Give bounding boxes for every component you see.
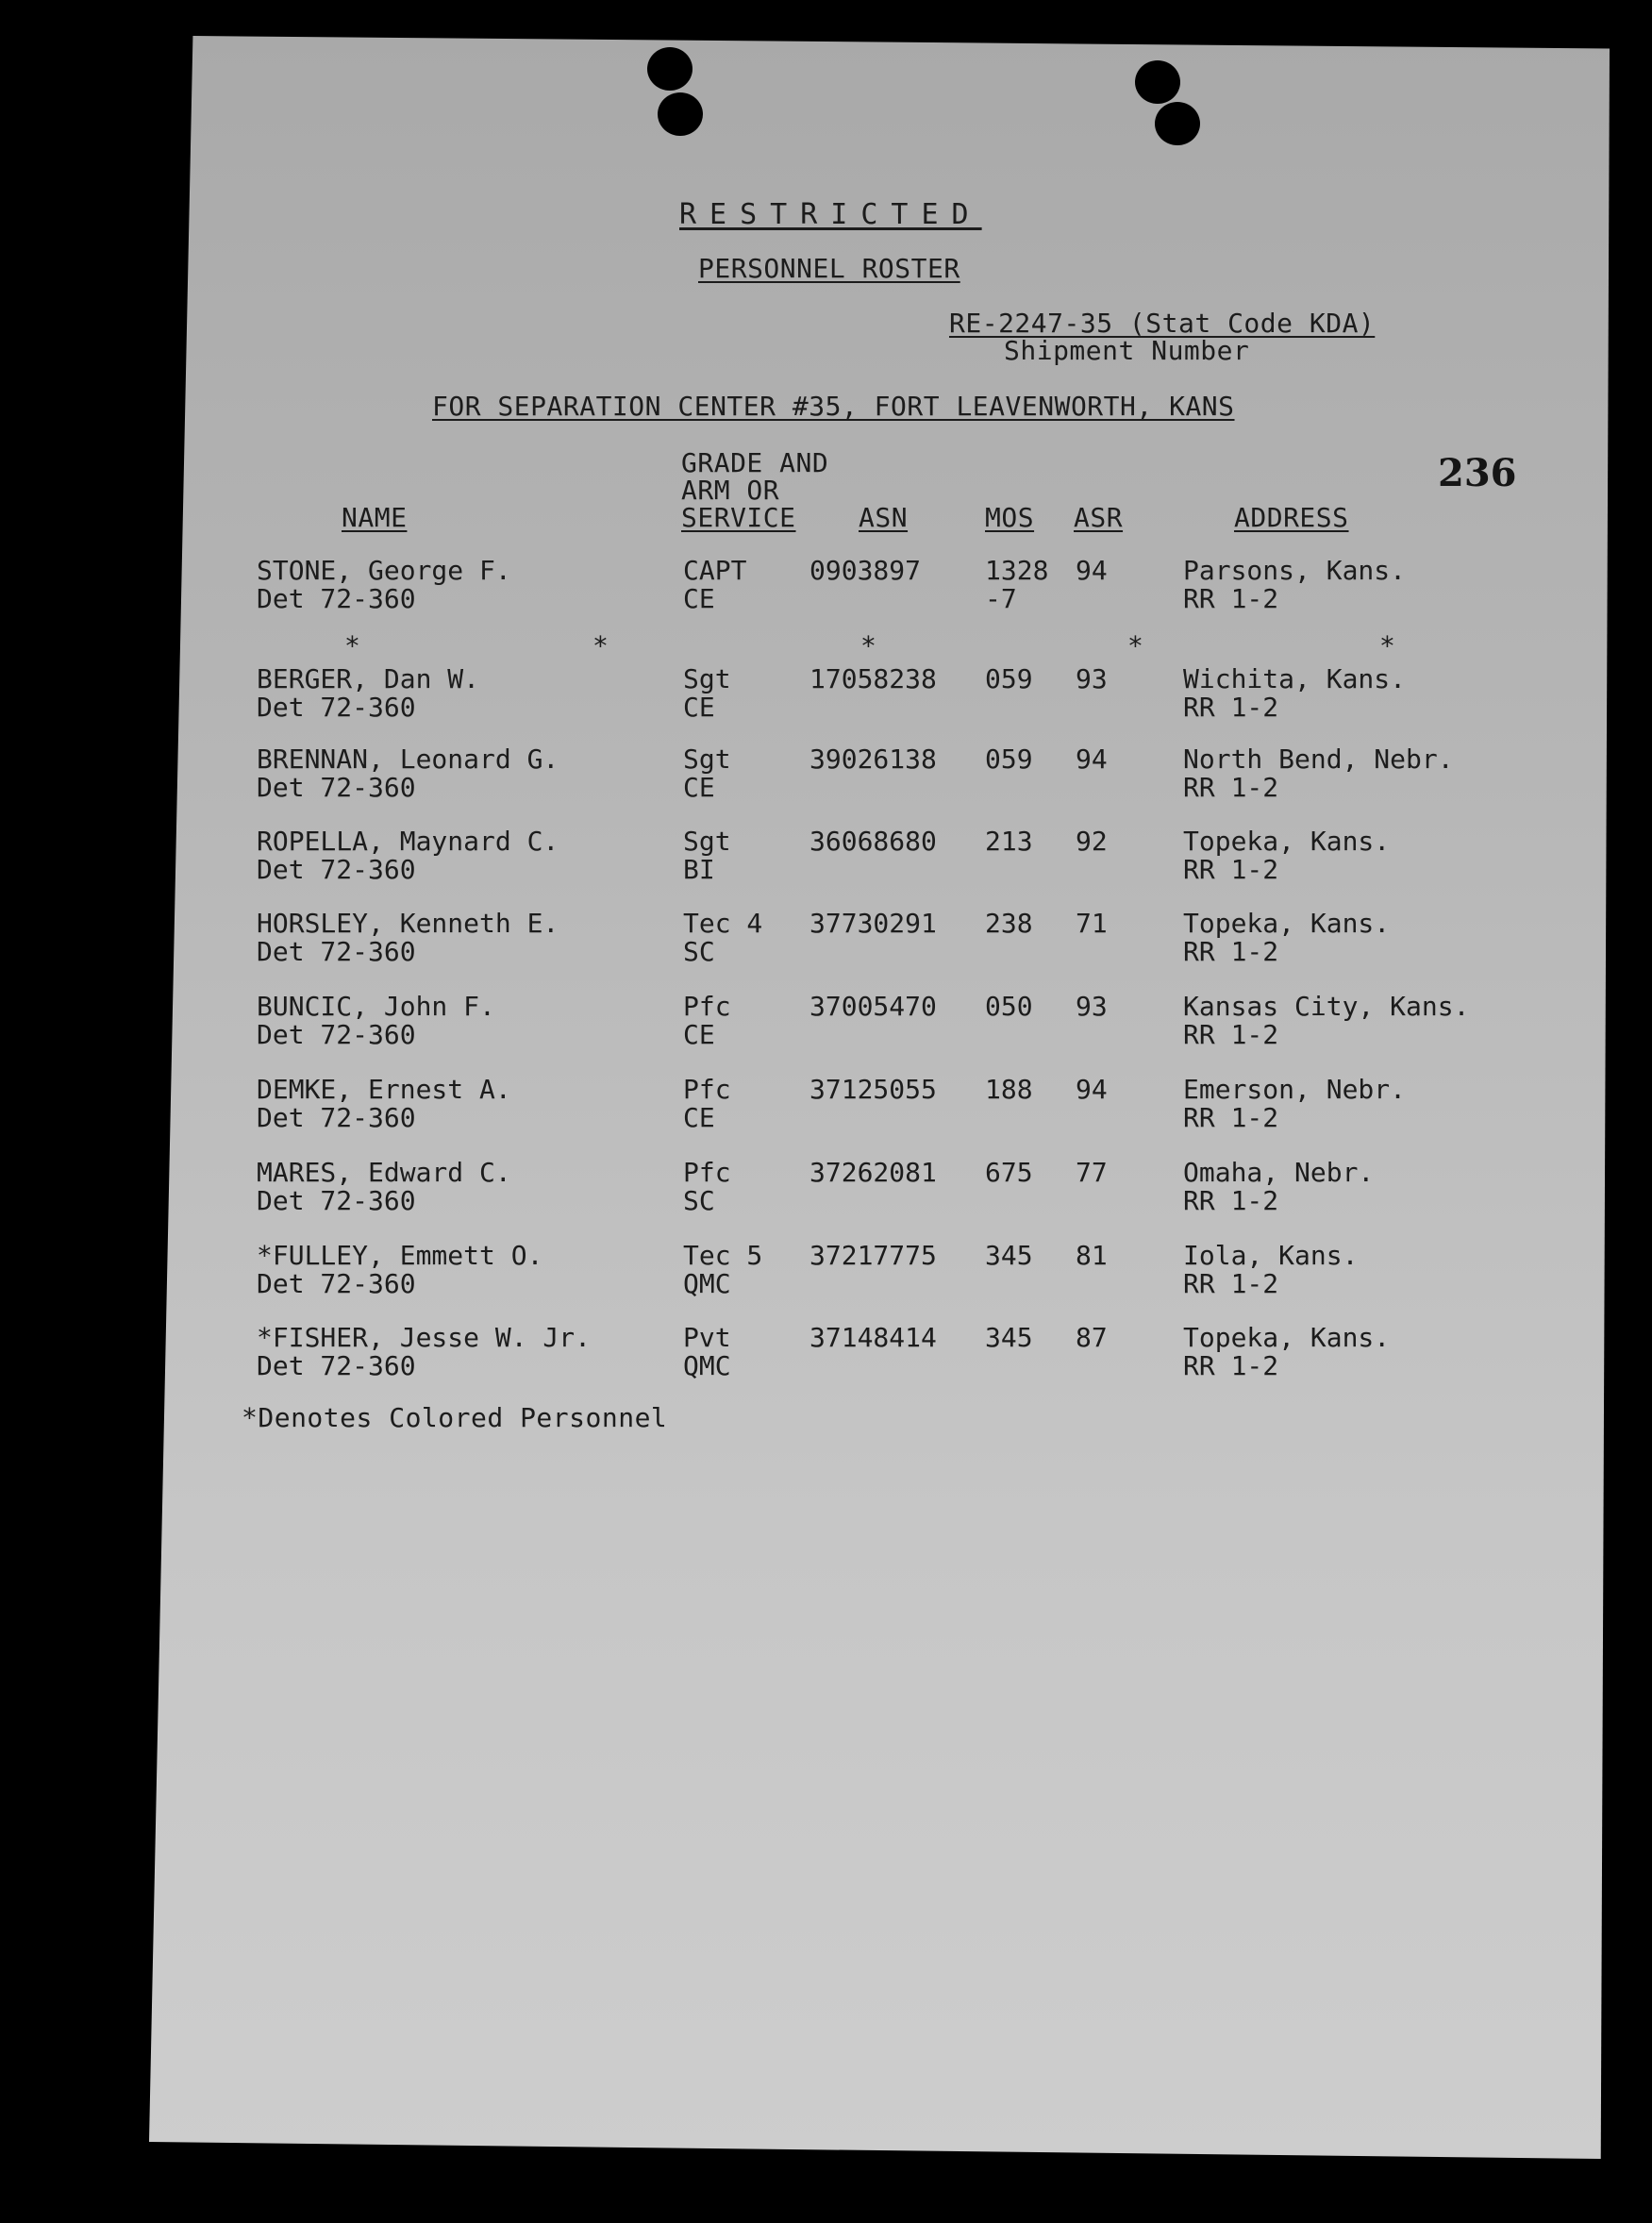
row-address-line2: RR 1-2: [1183, 1019, 1279, 1050]
row-asr: 71: [1076, 908, 1108, 939]
row-name: ROPELLA, Maynard C.: [257, 826, 559, 857]
row-address-line2: RR 1-2: [1183, 1268, 1279, 1299]
row-mos: 050: [985, 991, 1033, 1022]
row-asr: 94: [1076, 555, 1108, 586]
row-grade: Sgt: [683, 663, 731, 694]
column-header-grade-line3: SERVICE: [681, 502, 796, 533]
row-address: Wichita, Kans.: [1183, 663, 1407, 694]
row-name: HORSLEY, Kenneth E.: [257, 908, 559, 939]
row-arm-service: CE: [683, 772, 715, 803]
punch-hole: [1135, 60, 1180, 104]
row-grade: Pfc: [683, 1074, 731, 1105]
row-detachment: Det 72-360: [257, 1019, 416, 1050]
row-mos: 213: [985, 826, 1033, 857]
shipment-caption: Shipment Number: [1004, 335, 1250, 366]
row-arm-service: CE: [683, 692, 715, 723]
row-address-line2: RR 1-2: [1183, 936, 1279, 967]
row-grade: Sgt: [683, 826, 731, 857]
row-arm-service: CE: [683, 583, 715, 614]
row-asr: 94: [1076, 1074, 1108, 1105]
column-header-grade-line2: ARM OR: [681, 475, 780, 506]
row-asr: 93: [1076, 663, 1108, 694]
row-address-line2: RR 1-2: [1183, 772, 1279, 803]
row-asn: 36068680: [809, 826, 937, 857]
row-address-line2: RR 1-2: [1183, 1102, 1279, 1133]
row-asn: 0903897: [809, 555, 922, 586]
row-asr: 81: [1076, 1240, 1108, 1271]
row-arm-service: CE: [683, 1102, 715, 1133]
row-detachment: Det 72-360: [257, 583, 416, 614]
footnote: *Denotes Colored Personnel: [242, 1402, 668, 1433]
row-arm-service: CE: [683, 1019, 715, 1050]
destination-line: FOR SEPARATION CENTER #35, FORT LEAVENWORTH, KANS: [432, 391, 1235, 422]
row-detachment: Det 72-360: [257, 692, 416, 723]
row-address: Iola, Kans.: [1183, 1240, 1359, 1271]
row-detachment: Det 72-360: [257, 1185, 416, 1216]
row-asn: 37125055: [809, 1074, 937, 1105]
row-name: BRENNAN, Leonard G.: [257, 744, 559, 775]
row-name: MARES, Edward C.: [257, 1157, 511, 1188]
row-grade: Pfc: [683, 991, 731, 1022]
row-asn: 37730291: [809, 908, 937, 939]
row-address: Kansas City, Kans.: [1183, 991, 1470, 1022]
row-arm-service: QMC: [683, 1350, 731, 1381]
page-number: 236: [1438, 451, 1517, 495]
star-separator: *: [1379, 630, 1395, 661]
row-arm-service: QMC: [683, 1268, 731, 1299]
row-address: Topeka, Kans.: [1183, 908, 1391, 939]
punch-hole: [658, 92, 703, 136]
row-grade: CAPT: [683, 555, 747, 586]
row-detachment: Det 72-360: [257, 854, 416, 885]
row-asn: 17058238: [809, 663, 937, 694]
row-detachment: Det 72-360: [257, 772, 416, 803]
column-header-asn: ASN: [859, 502, 909, 533]
row-mos-suffix: -7: [985, 583, 1017, 614]
row-address-line2: RR 1-2: [1183, 1350, 1279, 1381]
column-header-address: ADDRESS: [1234, 502, 1349, 533]
row-asr: 92: [1076, 826, 1108, 857]
row-mos: 059: [985, 744, 1033, 775]
row-detachment: Det 72-360: [257, 1268, 416, 1299]
row-address: Parsons, Kans.: [1183, 555, 1407, 586]
row-asn: 37262081: [809, 1157, 937, 1188]
row-address-line2: RR 1-2: [1183, 854, 1279, 885]
row-address-line2: RR 1-2: [1183, 692, 1279, 723]
row-asr: 87: [1076, 1322, 1108, 1353]
row-asn: 39026138: [809, 744, 937, 775]
row-mos: 238: [985, 908, 1033, 939]
row-grade: Pfc: [683, 1157, 731, 1188]
row-address: Topeka, Kans.: [1183, 826, 1391, 857]
document-title: PERSONNEL ROSTER: [698, 253, 960, 284]
star-separator: *: [1127, 630, 1143, 661]
row-mos: 345: [985, 1322, 1033, 1353]
shipment-code: RE-2247-35 (Stat Code KDA): [949, 308, 1376, 339]
row-asn: 37148414: [809, 1322, 937, 1353]
row-arm-service: BI: [683, 854, 715, 885]
row-asn: 37217775: [809, 1240, 937, 1271]
row-detachment: Det 72-360: [257, 1102, 416, 1133]
row-asr: 94: [1076, 744, 1108, 775]
row-grade: Tec 4: [683, 908, 763, 939]
row-name: BUNCIC, John F.: [257, 991, 495, 1022]
punch-hole: [647, 47, 693, 91]
row-name: *FULLEY, Emmett O.: [257, 1240, 543, 1271]
row-detachment: Det 72-360: [257, 936, 416, 967]
classification-heading: RESTRICTED: [679, 198, 982, 231]
star-separator: *: [344, 630, 360, 661]
column-header-asr: ASR: [1074, 502, 1124, 533]
row-grade: Tec 5: [683, 1240, 763, 1271]
row-address: North Bend, Nebr.: [1183, 744, 1454, 775]
row-address-line2: RR 1-2: [1183, 583, 1279, 614]
row-mos: 345: [985, 1240, 1033, 1271]
star-separator: *: [860, 630, 876, 661]
row-address: Emerson, Nebr.: [1183, 1074, 1407, 1105]
row-name: DEMKE, Ernest A.: [257, 1074, 511, 1105]
star-separator: *: [592, 630, 609, 661]
row-mos: 1328: [985, 555, 1049, 586]
row-name: *FISHER, Jesse W. Jr.: [257, 1322, 592, 1353]
row-address: Topeka, Kans.: [1183, 1322, 1391, 1353]
row-name: BERGER, Dan W.: [257, 663, 480, 694]
row-address: Omaha, Nebr.: [1183, 1157, 1375, 1188]
row-arm-service: SC: [683, 936, 715, 967]
row-detachment: Det 72-360: [257, 1350, 416, 1381]
row-asr: 77: [1076, 1157, 1108, 1188]
column-header-name: NAME: [342, 502, 408, 533]
row-asr: 93: [1076, 991, 1108, 1022]
column-header-grade-line1: GRADE AND: [681, 447, 829, 478]
row-mos: 188: [985, 1074, 1033, 1105]
row-grade: Sgt: [683, 744, 731, 775]
row-name: STONE, George F.: [257, 555, 511, 586]
row-mos: 675: [985, 1157, 1033, 1188]
row-mos: 059: [985, 663, 1033, 694]
row-arm-service: SC: [683, 1185, 715, 1216]
punch-hole: [1155, 102, 1200, 145]
row-grade: Pvt: [683, 1322, 731, 1353]
row-address-line2: RR 1-2: [1183, 1185, 1279, 1216]
column-header-mos: MOS: [985, 502, 1035, 533]
row-asn: 37005470: [809, 991, 937, 1022]
